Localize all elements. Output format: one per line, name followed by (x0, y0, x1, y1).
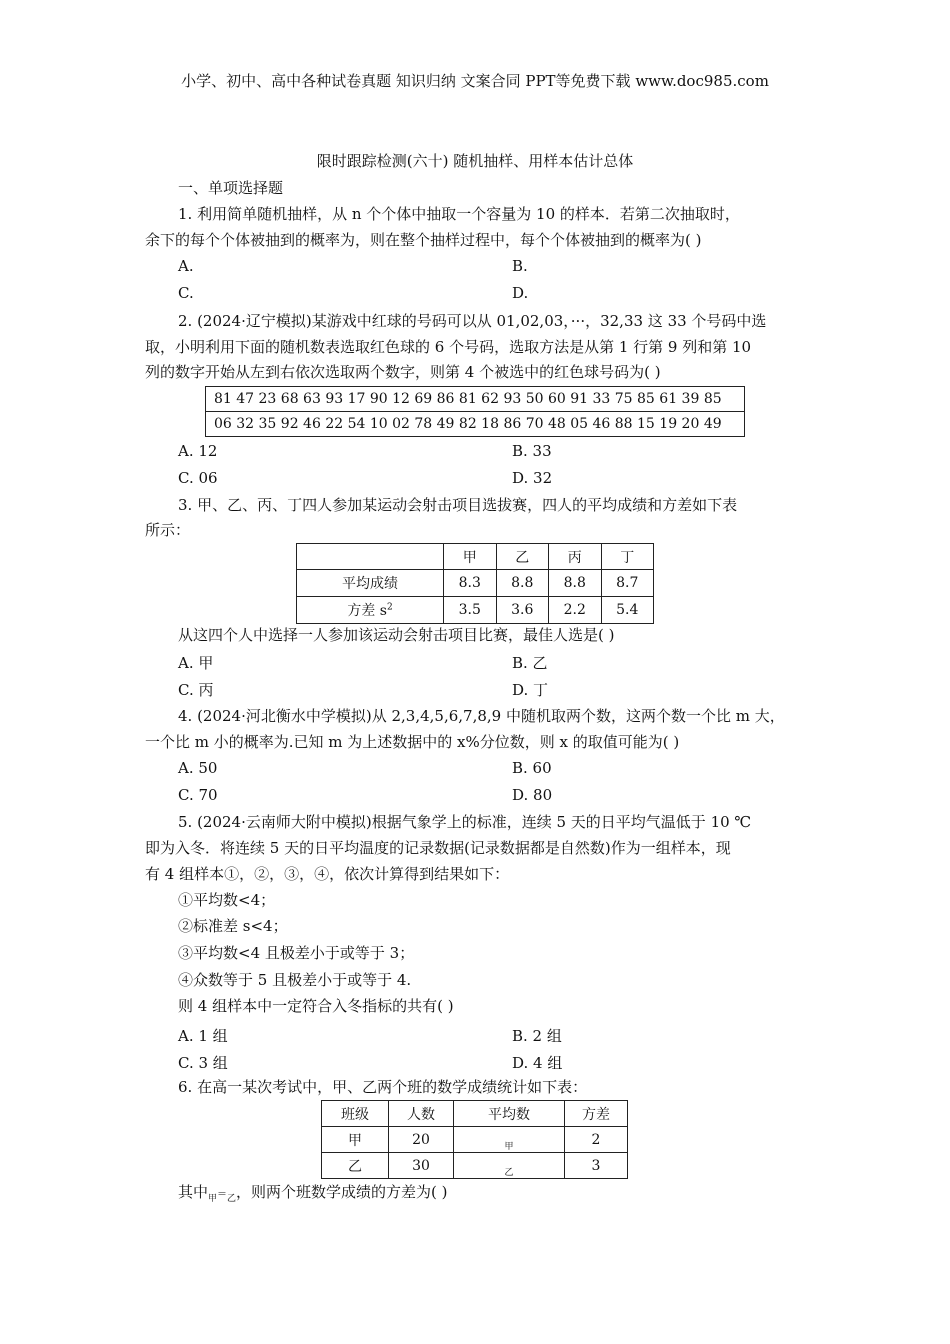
q3-avg-jia: 8.3 (444, 570, 497, 597)
q3-table (296, 543, 654, 624)
q6-eq: ＝ (217, 1189, 228, 1200)
q4-option-a: A. 50 (178, 759, 218, 777)
q4-option-c: C. 70 (178, 786, 218, 804)
q3-avg-label: 平均成绩 (297, 570, 444, 597)
page-header: 小学、初中、高中各种试卷真题 知识归纳 文案合同 PPT等免费下载 www.doc985.com (181, 72, 769, 90)
q6-sub-jia: 甲 (208, 1194, 218, 1204)
q2-option-d: D. 32 (512, 469, 553, 487)
q5-condition4: ④众数等于 5 且极差小于或等于 4. (178, 971, 412, 989)
q5-option-a: A. 1 组 (178, 1027, 228, 1045)
q6-table (321, 1100, 628, 1179)
q2-line3: 列的数字开始从左到右依次选取两个数字，则第 4 个被选中的红色球号码为( ) (145, 363, 661, 381)
q6-r1-mean: 甲 (454, 1127, 565, 1153)
q1-option-d: D. (512, 284, 529, 302)
q3-line1: 3. 甲、乙、丙、丁四人参加某运动会射击项目选拔赛，四人的平均成绩和方差如下表 (178, 496, 738, 514)
q3-var-yi: 3.6 (496, 597, 549, 624)
q3-var-ding: 5.4 (601, 597, 654, 624)
q3-head-yi: 乙 (496, 544, 549, 570)
q6-r2-variance: 3 (565, 1153, 628, 1179)
q4-line2: 一个比 m 小的概率为.已知 m 为上述数据中的 x%分位数，则 x 的取值可能为( ) (145, 733, 680, 751)
section-heading: 一、单项选择题 (178, 179, 284, 197)
q3-var-label-sup: 2 (386, 602, 393, 613)
q5-option-c: C. 3 组 (178, 1054, 228, 1072)
q3-head-ding: 丁 (601, 544, 654, 570)
q3-line3: 从这四个人中选择一人参加该运动会射击项目比赛，最佳人选是( ) (178, 626, 615, 644)
q6-line1: 6. 在高一某次考试中，甲、乙两个班的数学成绩统计如下表： (178, 1078, 588, 1096)
q4-option-d: D. 80 (512, 786, 553, 804)
q5-line2: 即为入冬．将连续 5 天的日平均温度的记录数据(记录数据都是自然数)作为一组样本，现 (145, 839, 731, 857)
q2-option-a: A. 12 (178, 442, 218, 460)
q6-line2 (178, 1182, 448, 1209)
q5-line4: 则 4 组样本中一定符合入冬指标的共有( ) (178, 997, 454, 1015)
q4-line1: 4. (2024·河北衡水中学模拟)从 2,3,4,5,6,7,8,9 中随机取两个数，这两个数一个比 m 大， (178, 707, 785, 725)
page-title: 限时跟踪检测(六十) 随机抽样、用样本估计总体 (316, 152, 634, 170)
q3-head-jia: 甲 (444, 544, 497, 570)
random-table-row1: 81 47 23 68 63 93 17 90 12 69 86 81 62 93 50 60 91 33 75 85 61 39 85 (205, 386, 745, 412)
q6-r1-count: 20 (389, 1127, 454, 1153)
q5-condition1: ①平均数<4； (178, 891, 276, 909)
q3-var-label-text: 方差 s (347, 603, 387, 619)
q6-r2-mean: 乙 (454, 1153, 565, 1179)
q6-r2-class: 乙 (322, 1153, 389, 1179)
q3-avg-yi: 8.8 (496, 570, 549, 597)
q3-line2: 所示： (145, 521, 191, 539)
q5-line3: 有 4 组样本①，②，③，④，依次计算得到结果如下： (145, 865, 510, 883)
q3-avg-bing: 8.8 (549, 570, 602, 597)
q4-option-b: B. 60 (512, 759, 552, 777)
q6-r2-count: 30 (389, 1153, 454, 1179)
q1-line1: 1. 利用简单随机抽样，从 n 个个体中抽取一个容量为 10 的样本．若第二次抽取时， (178, 205, 740, 223)
q5-condition3: ③平均数<4 且极差小于或等于 3； (178, 944, 415, 962)
q3-option-d: D. 丁 (512, 681, 549, 699)
q1-option-b: B. (512, 257, 528, 275)
q6-head-class: 班级 (322, 1101, 389, 1127)
q6-head-variance: 方差 (565, 1101, 628, 1127)
q3-head-blank (297, 544, 444, 570)
q1-line2: 余下的每个个体被抽到的概率为，则在整个抽样过程中，每个个体被抽到的概率为( ) (145, 231, 702, 249)
q6-head-mean: 平均数 (454, 1101, 565, 1127)
q6-r1-class: 甲 (322, 1127, 389, 1153)
q5-option-b: B. 2 组 (512, 1027, 562, 1045)
q5-condition2: ②标准差 s<4； (178, 917, 288, 935)
q6-sub-yi: 乙 (227, 1194, 237, 1204)
q6-head-count: 人数 (389, 1101, 454, 1127)
q3-head-bing: 丙 (549, 544, 602, 570)
q3-avg-ding: 8.7 (601, 570, 654, 597)
q3-var-bing: 2.2 (549, 597, 602, 624)
random-table-row2: 06 32 35 92 46 22 54 10 02 78 49 82 18 86 70 48 05 46 88 15 19 20 49 (205, 411, 745, 437)
q3-var-label (297, 597, 444, 624)
q1-option-c: C. (178, 284, 194, 302)
q6-r1-variance: 2 (565, 1127, 628, 1153)
q2-option-c: C. 06 (178, 469, 218, 487)
q3-option-a: A. 甲 (178, 654, 214, 672)
q5-line1: 5. (2024·云南师大附中模拟)根据气象学上的标准，连续 5 天的日平均气温低于 10 ℃ (178, 813, 752, 831)
q2-line1: 2. (2024·辽宁模拟)某游戏中红球的号码可以从 01,02,03，···，32,33 这 33 个号码中选 (178, 312, 767, 330)
q3-var-jia: 3.5 (444, 597, 497, 624)
q3-option-b: B. 乙 (512, 654, 548, 672)
q2-option-b: B. 33 (512, 442, 552, 460)
q2-line2: 取，小明利用下面的随机数表选取红色球的 6 个号码，选取方法是从第 1 行第 9 列和第 10 (145, 338, 752, 356)
q1-option-a: A. (178, 257, 194, 275)
q6-line2-suffix: ，则两个班数学成绩的方差为( ) (236, 1183, 448, 1201)
q5-option-d: D. 4 组 (512, 1054, 563, 1072)
q3-option-c: C. 丙 (178, 681, 214, 699)
q6-line2-prefix: 其中 (178, 1183, 209, 1201)
